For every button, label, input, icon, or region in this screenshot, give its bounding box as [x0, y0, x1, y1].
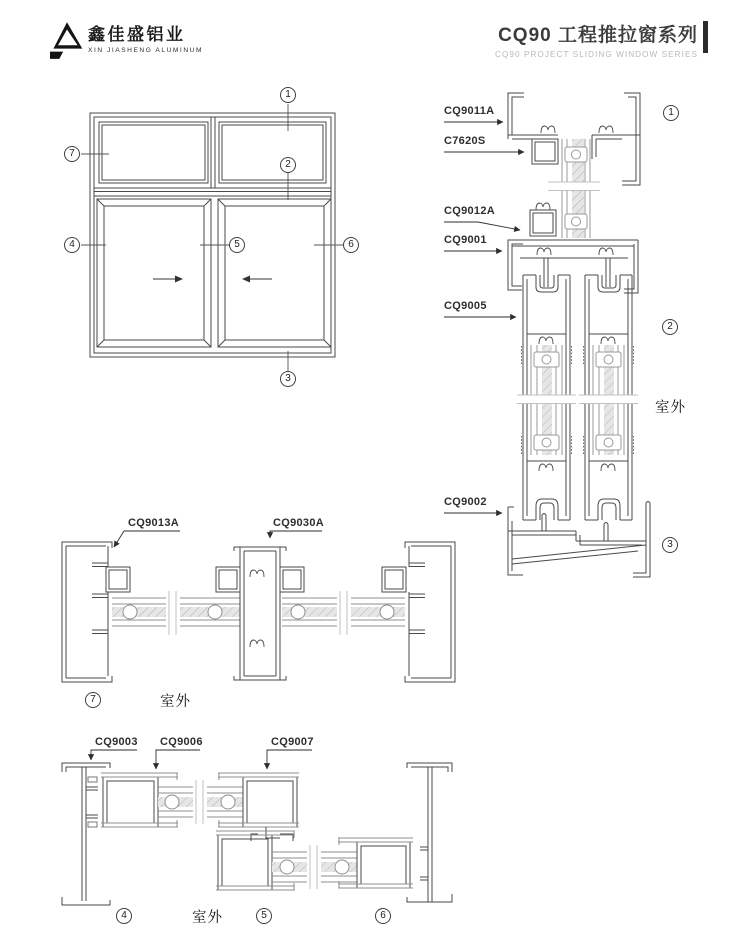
callout-4-section: 4 [116, 908, 132, 924]
part-label-c7620s: C7620S [444, 135, 486, 147]
part-label-cq9013a: CQ9013A [128, 517, 180, 529]
part-label-cq9012a: CQ9012A [444, 205, 496, 217]
callout-1-elevation: 1 [280, 87, 296, 103]
callout-6-section: 6 [375, 908, 391, 924]
callout-4-elevation: 4 [64, 237, 80, 253]
part-label-cq9030a: CQ9030A [273, 517, 325, 529]
part-label-cq9002: CQ9002 [444, 496, 487, 508]
part-label-cq9003: CQ9003 [95, 736, 138, 748]
callout-1-section: 1 [663, 105, 679, 121]
callout-7-section: 7 [85, 692, 101, 708]
series-title-cn: CQ90 工程推拉窗系列 [498, 25, 698, 46]
part-label-cq9005: CQ9005 [444, 300, 487, 312]
outdoor-label-mid: 室外 [160, 694, 191, 710]
company-logo [50, 19, 84, 68]
callout-3-section: 3 [662, 537, 678, 553]
title-accent-bar [703, 21, 708, 53]
slide-direction-arrows [153, 276, 272, 283]
mid-horizontal-section-drawing [62, 531, 455, 682]
callout-2-elevation: 2 [280, 157, 296, 173]
part-label-cq9011a: CQ9011A [444, 105, 495, 117]
logo-mark-icon [50, 19, 84, 63]
company-name-cn: 鑫佳盛铝业 [88, 25, 186, 44]
part-label-cq9001: CQ9001 [444, 234, 487, 246]
company-name-en: XIN JIASHENG ALUMINUM [88, 47, 203, 54]
part-label-cq9007: CQ9007 [271, 736, 314, 748]
series-title-en: CQ90 PROJECT SLIDING WINDOW SERIES [495, 50, 698, 59]
outdoor-label-vertical: 室外 [655, 400, 686, 416]
callout-3-elevation: 3 [280, 371, 296, 387]
bottom-horizontal-section-drawing [62, 750, 452, 905]
callout-5-elevation: 5 [229, 237, 245, 253]
callout-7-elevation: 7 [64, 146, 80, 162]
callout-6-elevation: 6 [343, 237, 359, 253]
callout-5-section: 5 [256, 908, 272, 924]
callout-2-section: 2 [662, 319, 678, 335]
outdoor-label-bottom: 室外 [192, 910, 223, 926]
elevation-drawing [81, 104, 343, 371]
company-name [88, 20, 203, 54]
part-label-cq9006: CQ9006 [160, 736, 203, 748]
series-title [495, 20, 698, 59]
